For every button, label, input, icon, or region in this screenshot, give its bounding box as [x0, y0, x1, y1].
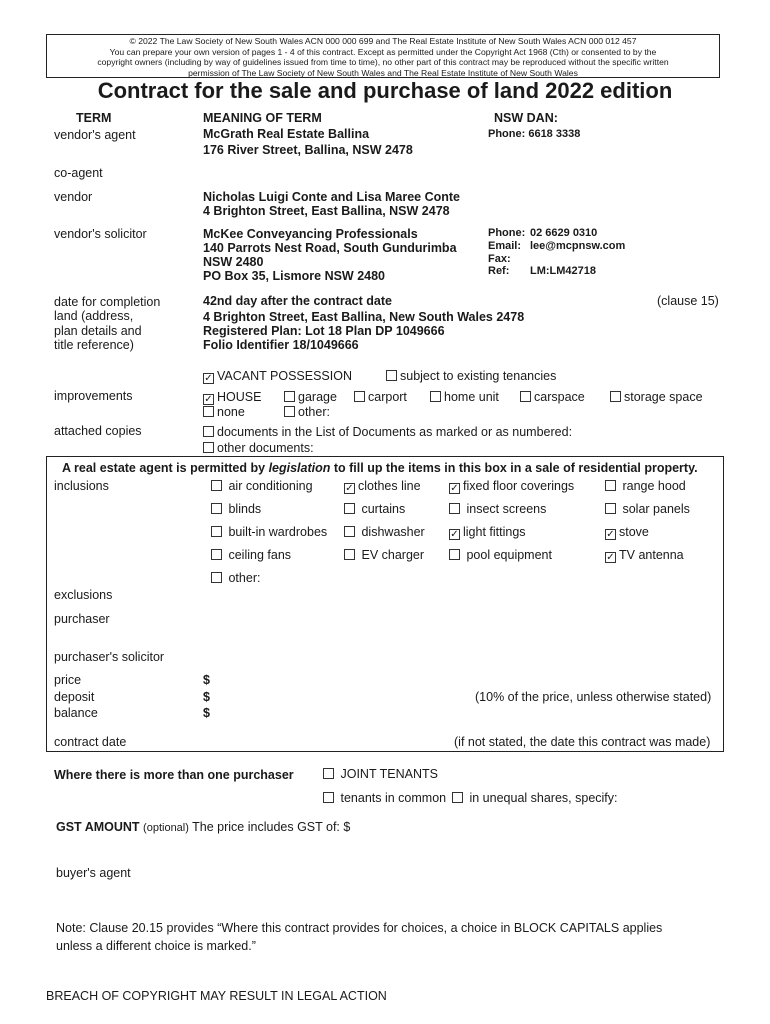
note-line: unless a different choice is marked.” — [56, 939, 256, 953]
tenancies-checkbox[interactable] — [386, 369, 556, 383]
house-checkbox[interactable] — [203, 390, 261, 405]
checkbox-icon — [211, 480, 222, 491]
option-label: EV charger — [361, 548, 425, 562]
option-label: subject to existing tenancies — [400, 369, 557, 383]
agent-box-notice — [62, 461, 698, 475]
checkbox-icon — [323, 792, 334, 803]
inclusion-air-conditioning[interactable] — [211, 479, 313, 493]
option-label: built-in wardrobes — [228, 525, 328, 539]
co-agent-label: co-agent — [54, 166, 103, 180]
deposit-dollar[interactable]: $ — [203, 690, 210, 704]
checkbox-icon — [203, 442, 214, 453]
unequal-shares-checkbox[interactable] — [452, 791, 618, 805]
inclusion-ceiling-fans[interactable] — [211, 548, 291, 562]
checkbox-icon — [430, 391, 441, 402]
checkbox-icon — [610, 391, 621, 402]
purchaser-label: purchaser — [54, 612, 110, 626]
option-label: VACANT POSSESSION — [217, 369, 352, 383]
option-label: dishwasher — [361, 525, 425, 539]
checkbox-icon — [449, 503, 460, 514]
option-label: stove — [619, 525, 649, 539]
land-address[interactable]: 4 Brighton Street, East Ballina, New South Wales 2478 — [203, 310, 525, 324]
footer-warning: BREACH OF COPYRIGHT MAY RESULT IN LEGAL ACTION — [46, 989, 387, 1003]
notice-text: A real estate agent is permitted by — [62, 461, 269, 475]
notice-line: You can prepare your own version of pages 1 - 4 of this contract. Except as permitted under the Copyright Act 1968 (Cth) or consented to by the — [109, 46, 657, 57]
notice-text: to fill up the items in this box in a sale of residential property. — [330, 461, 698, 475]
attached-copies-label: attached copies — [54, 424, 142, 438]
other-documents-checkbox[interactable] — [203, 441, 314, 455]
option-label: carport — [368, 390, 407, 404]
checkbox-icon — [211, 572, 222, 583]
checkbox-icon — [211, 526, 222, 537]
solicitor-line[interactable]: McKee Conveyancing Professionals — [203, 227, 418, 241]
solicitor-fax-label: Fax: — [488, 253, 511, 265]
option-label: light fittings — [463, 525, 526, 539]
vendors-agent-label: vendor's agent — [54, 128, 136, 142]
option-label: ceiling fans — [228, 548, 292, 562]
term-header: TERM — [76, 111, 112, 125]
meaning-header: MEANING OF TERM — [203, 111, 322, 125]
inclusion-solar-panels[interactable] — [605, 502, 690, 516]
option-label: insect screens — [466, 502, 547, 516]
note-line: Note: Clause 20.15 provides “Where this contract provides for choices, a choice in BLOCK CAPITALS applies — [56, 921, 663, 935]
balance-label: balance — [54, 706, 98, 720]
checkbox-icon — [344, 503, 355, 514]
checkbox-checked-icon — [203, 373, 214, 384]
inclusions-label: inclusions — [54, 479, 109, 493]
other-improvement-checkbox[interactable] — [284, 405, 330, 419]
solicitor-ref-label: Ref: — [488, 265, 510, 277]
clause-ref: (clause 15) — [657, 294, 719, 308]
checkbox-checked-icon — [605, 552, 616, 563]
option-label: other: — [298, 405, 330, 419]
option-label: other: — [228, 571, 261, 585]
vendors-agent-name[interactable]: McGrath Real Estate Ballina — [203, 127, 370, 141]
price-label: price — [54, 673, 82, 687]
vendors-agent-phone[interactable]: Phone: 6618 3338 — [488, 128, 581, 140]
option-label: in unequal shares, specify: — [469, 791, 618, 805]
checkbox-icon — [211, 503, 222, 514]
price-dollar[interactable]: $ — [203, 673, 210, 687]
checkbox-checked-icon — [449, 483, 460, 494]
option-label: tenants in common — [340, 791, 447, 805]
nsw-dan-header: NSW DAN: — [494, 111, 558, 125]
option-label: blinds — [228, 502, 262, 516]
copyright-notice — [46, 34, 720, 78]
inclusion-range-hood[interactable] — [605, 479, 686, 493]
solicitor-phone[interactable]: 02 6629 0310 — [530, 227, 598, 239]
gst-row — [56, 820, 350, 834]
inclusion-insect-screens[interactable] — [449, 502, 546, 516]
none-checkbox[interactable] — [203, 405, 245, 419]
option-label: pool equipment — [466, 548, 552, 562]
option-label: solar panels — [622, 502, 690, 516]
notice-line: © 2022 The Law Society of New South Wales ACN 000 000 699 and The Real Estate Institute of New South Wales ACN 000 012 457 — [129, 36, 637, 46]
inclusion-stove[interactable] — [605, 525, 649, 540]
inclusion-dishwasher[interactable] — [344, 525, 425, 539]
checkbox-checked-icon — [605, 529, 616, 540]
land-folio[interactable]: Folio Identifier 18/1049666 — [203, 338, 359, 352]
home-unit-checkbox[interactable] — [430, 390, 499, 404]
checkbox-icon — [605, 480, 616, 491]
contract-date-label: contract date — [54, 735, 127, 749]
option-label: fixed floor coverings — [463, 479, 575, 493]
option-label: none — [217, 405, 245, 419]
inclusion-curtains[interactable] — [344, 502, 405, 516]
solicitor-email[interactable]: lee@mcpnsw.com — [530, 240, 626, 252]
checkbox-icon — [203, 426, 214, 437]
solicitor-line[interactable]: 140 Parrots Nest Road, South Gundurimba — [203, 241, 457, 255]
option-label: storage space — [624, 390, 703, 404]
deposit-label: deposit — [54, 690, 95, 704]
checkbox-icon — [344, 549, 355, 560]
checkbox-icon — [452, 792, 463, 803]
option-label: JOINT TENANTS — [340, 767, 438, 781]
vendors-solicitor-label: vendor's solicitor — [54, 227, 147, 241]
balance-dollar[interactable]: $ — [203, 706, 210, 720]
documents-checkbox[interactable] — [203, 425, 572, 439]
gst-label: GST AMOUNT — [56, 820, 140, 834]
garage-checkbox[interactable] — [284, 390, 337, 404]
improvements-label: improvements — [54, 389, 133, 403]
option-label: TV antenna — [619, 548, 684, 562]
option-label: range hood — [622, 479, 686, 493]
vendor-address[interactable]: 4 Brighton Street, East Ballina, NSW 2478 — [203, 204, 450, 218]
option-label: other documents: — [217, 441, 314, 455]
option-label: home unit — [444, 390, 499, 404]
deposit-note: (10% of the price, unless otherwise stated) — [475, 690, 712, 704]
vendor-label: vendor — [54, 190, 93, 204]
checkbox-checked-icon — [344, 483, 355, 494]
inclusion-other[interactable] — [211, 571, 260, 585]
inclusion-ev-charger[interactable] — [344, 548, 424, 562]
contract-date-note: (if not stated, the date this contract was made) — [454, 735, 711, 749]
notice-line: permission of The Law Society of New South Wales and The Real Estate Institute of New South Wales — [188, 67, 578, 78]
checkbox-icon — [449, 549, 460, 560]
joint-tenants-checkbox[interactable] — [323, 767, 438, 781]
notice-legislation: legislation — [268, 461, 331, 475]
exclusions-label: exclusions — [54, 588, 113, 602]
carspace-checkbox[interactable] — [520, 390, 585, 404]
more-purchasers-label: Where there is more than one purchaser — [54, 768, 294, 782]
completion-label: date for completion — [54, 295, 161, 309]
buyers-agent-label: buyer's agent — [56, 866, 131, 880]
checkbox-icon — [284, 391, 295, 402]
checkbox-icon — [520, 391, 531, 402]
checkbox-checked-icon — [449, 529, 460, 540]
purchasers-solicitor-label: purchaser's solicitor — [54, 650, 165, 664]
carport-checkbox[interactable] — [354, 390, 407, 404]
completion-value[interactable]: 42nd day after the contract date — [203, 294, 392, 308]
vacant-possession-checkbox[interactable] — [203, 369, 352, 384]
solicitor-phone-label: Phone: — [488, 227, 526, 239]
inclusion-pool-equipment[interactable] — [449, 548, 552, 562]
agent-box — [46, 456, 724, 752]
checkbox-icon — [386, 370, 397, 381]
option-label: air conditioning — [228, 479, 313, 493]
inclusion-blinds[interactable] — [211, 502, 261, 516]
option-label: clothes line — [358, 479, 421, 493]
land-label: title reference) — [54, 338, 134, 352]
land-label: plan details and — [54, 324, 142, 338]
checkbox-checked-icon — [203, 394, 214, 405]
option-label: documents in the List of Documents as marked or as numbered: — [217, 425, 573, 439]
tenants-in-common-checkbox[interactable] — [323, 791, 446, 805]
checkbox-icon — [211, 549, 222, 560]
solicitor-ref[interactable]: LM:LM42718 — [530, 265, 597, 277]
page-title: Contract for the sale and purchase of land 2022 edition — [97, 78, 673, 103]
inclusion-light-fittings[interactable] — [449, 525, 526, 540]
land-label: land (address, — [54, 309, 134, 323]
solicitor-email-label: Email: — [488, 240, 522, 252]
storage-space-checkbox[interactable] — [610, 390, 703, 404]
inclusion-tv-antenna[interactable] — [605, 548, 684, 563]
inclusion-clothes-line[interactable] — [344, 479, 421, 494]
gst-optional: (optional) — [143, 822, 189, 834]
option-label: garage — [298, 390, 337, 404]
checkbox-icon — [203, 406, 214, 417]
solicitor-line[interactable]: PO Box 35, Lismore NSW 2480 — [203, 269, 386, 283]
vendor-name[interactable]: Nicholas Luigi Conte and Lisa Maree Conte — [203, 190, 460, 204]
option-label: HOUSE — [217, 390, 262, 404]
checkbox-icon — [284, 406, 295, 417]
checkbox-icon — [344, 526, 355, 537]
inclusion-floor-coverings[interactable] — [449, 479, 574, 494]
notice-line: copyright owners (including by way of guidelines issued from time to time), no other part of this contract may be reproduced without the specific written — [97, 57, 669, 68]
checkbox-icon — [354, 391, 365, 402]
option-label: carspace — [534, 390, 585, 404]
land-plan[interactable]: Registered Plan: Lot 18 Plan DP 1049666 — [203, 324, 445, 338]
solicitor-line[interactable]: NSW 2480 — [203, 255, 264, 269]
gst-text[interactable]: The price includes GST of: $ — [192, 820, 351, 834]
vendors-agent-address[interactable]: 176 River Street, Ballina, NSW 2478 — [203, 143, 413, 157]
option-label: curtains — [361, 502, 406, 516]
inclusion-wardrobes[interactable] — [211, 525, 327, 539]
checkbox-icon — [605, 503, 616, 514]
checkbox-icon — [323, 768, 334, 779]
